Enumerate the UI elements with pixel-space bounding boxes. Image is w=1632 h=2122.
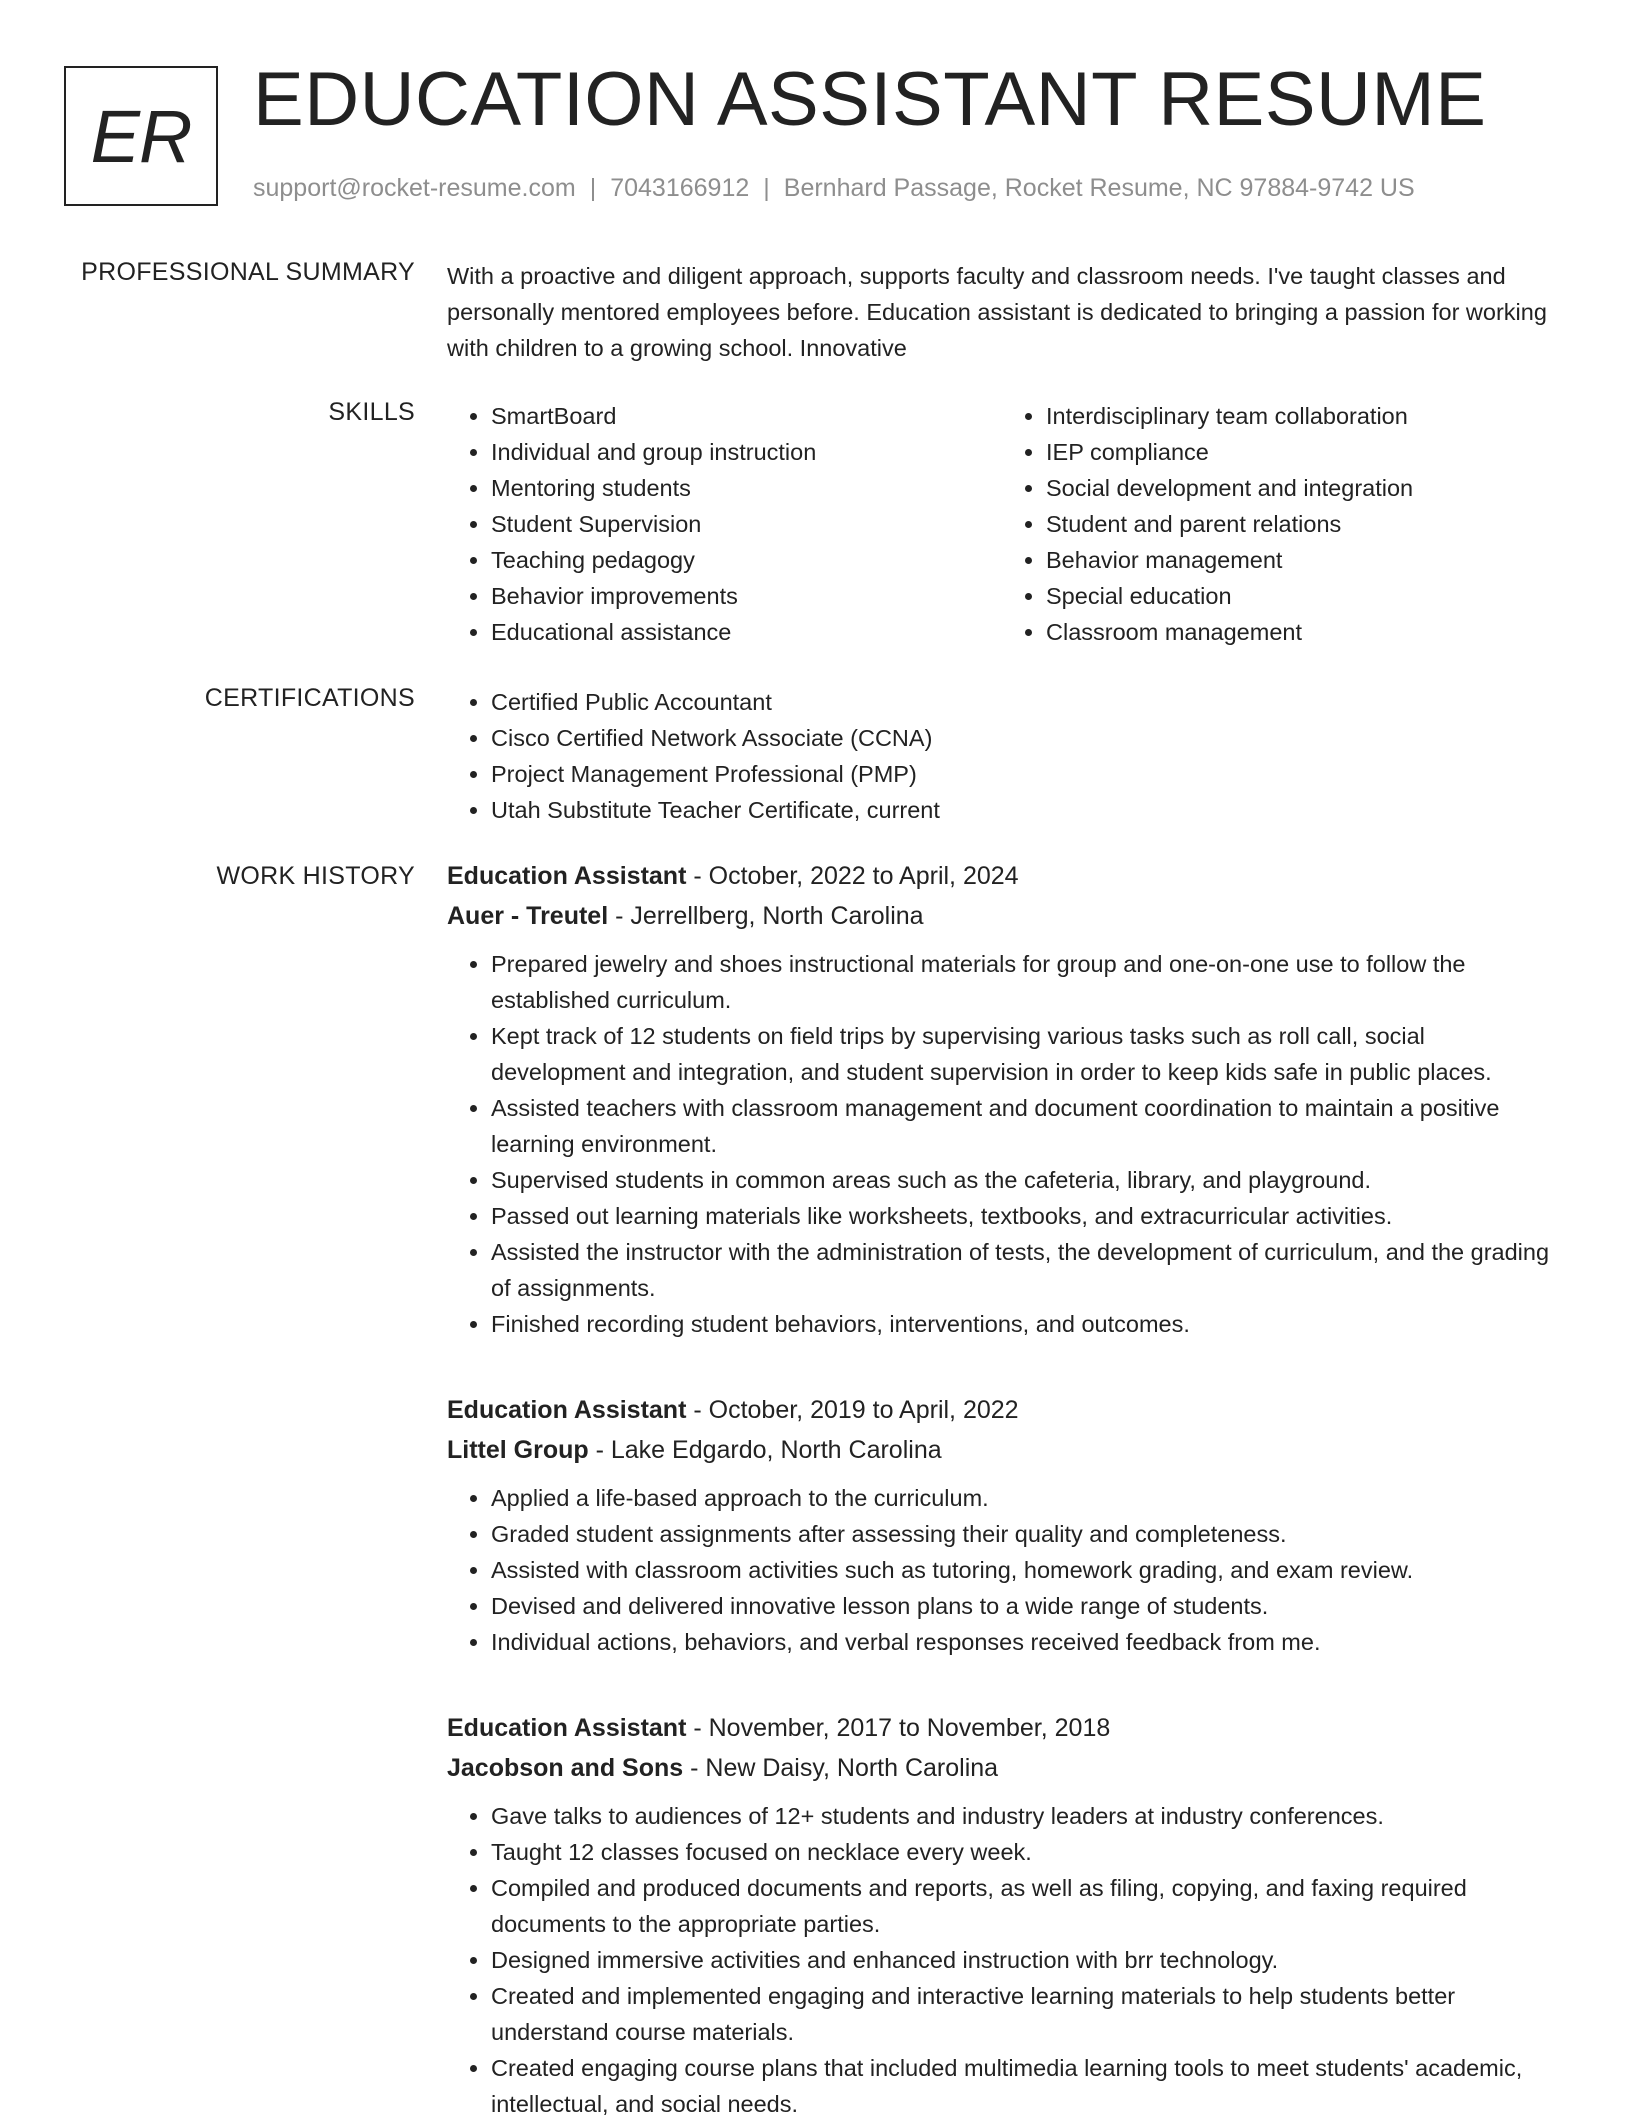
contact-line bbox=[253, 174, 1415, 203]
list-item: • Kept track of 12 students on field trips by supervising various tasks such as roll call, social development and integration, and student supervision in order to keep kids safe in public places. bbox=[491, 1018, 1557, 1090]
job-dates: - October, 2022 to April, 2024 bbox=[686, 862, 1019, 890]
list-item: • Student and parent relations bbox=[1046, 506, 1557, 542]
job-entry bbox=[447, 856, 1557, 1342]
job-entry bbox=[447, 1390, 1557, 1660]
work-history-body bbox=[447, 856, 1557, 2122]
list-item: • SmartBoard bbox=[491, 398, 1002, 434]
summary-text: With a proactive and diligent approach, supports faculty and classroom needs. I've taught classes and personally mentored employees before. Education assistant is dedicated to bringing a passion for working with children to a growing school. Innovative bbox=[447, 263, 1547, 361]
list-item: • Individual and group instruction bbox=[491, 434, 1002, 470]
list-item: • Compiled and produced documents and reports, as well as filing, copying, and faxing required documents to the appropriate parties. bbox=[491, 1870, 1557, 1942]
resume-title: EDUCATION ASSISTANT RESUME bbox=[253, 57, 1487, 142]
list-item: • Graded student assignments after assessing their quality and completeness. bbox=[491, 1516, 1557, 1552]
list-item: • Created and implemented engaging and interactive learning materials to help students better understand course materials. bbox=[491, 1978, 1557, 2050]
list-item: • Devised and delivered innovative lesson plans to a wide range of students. bbox=[491, 1588, 1557, 1624]
job-title-line bbox=[447, 1708, 1557, 1748]
list-item: • Social development and integration bbox=[1046, 470, 1557, 506]
job-company: Auer - Treutel bbox=[447, 902, 609, 930]
list-item: • Certified Public Accountant bbox=[491, 684, 1557, 720]
job-company-line bbox=[447, 1430, 1557, 1470]
job-company-line bbox=[447, 1748, 1557, 1788]
contact-separator: | bbox=[763, 174, 770, 202]
job-location: - Jerrellberg, North Carolina bbox=[608, 902, 924, 930]
list-item: • Mentoring students bbox=[491, 470, 1002, 506]
list-item: • IEP compliance bbox=[1046, 434, 1557, 470]
list-item: • Special education bbox=[1046, 578, 1557, 614]
contact-separator: | bbox=[589, 174, 597, 202]
job-entry bbox=[447, 1708, 1557, 2122]
job-bullets bbox=[447, 1798, 1557, 2122]
contact-email[interactable]: support@rocket-resume.com bbox=[253, 174, 576, 202]
job-company: Littel Group bbox=[447, 1436, 589, 1464]
list-item: • Gave talks to audiences of 12+ students and industry leaders at industry conferences. bbox=[491, 1798, 1557, 1834]
list-item: • Finished recording student behaviors, interventions, and outcomes. bbox=[491, 1306, 1557, 1342]
job-bullets bbox=[447, 1480, 1557, 1660]
list-item: • Assisted teachers with classroom management and document coordination to maintain a positive learning environment. bbox=[491, 1090, 1557, 1162]
certifications-body bbox=[447, 684, 1557, 828]
list-item: • Utah Substitute Teacher Certificate, current bbox=[491, 792, 1557, 828]
job-title: Education Assistant bbox=[447, 862, 687, 890]
skills-list-right bbox=[1002, 398, 1557, 650]
list-item: • Project Management Professional (PMP) bbox=[491, 756, 1557, 792]
list-item: • Taught 12 classes focused on necklace every week. bbox=[491, 1834, 1557, 1870]
list-item: • Applied a life-based approach to the curriculum. bbox=[491, 1480, 1557, 1516]
list-item: • Teaching pedagogy bbox=[491, 542, 1002, 578]
contact-phone: 7043166912 bbox=[610, 174, 750, 202]
list-item: • Passed out learning materials like worksheets, textbooks, and extracurricular activities. bbox=[491, 1198, 1557, 1234]
list-item: • Supervised students in common areas such as the cafeteria, library, and playground. bbox=[491, 1162, 1557, 1198]
list-item: • Prepared jewelry and shoes instructional materials for group and one-on-one use to follow the established curriculum. bbox=[491, 946, 1557, 1018]
list-item: • Behavior improvements bbox=[491, 578, 1002, 614]
job-location: - New Daisy, North Carolina bbox=[683, 1754, 999, 1782]
skills-list-left bbox=[447, 398, 1002, 650]
skills-columns bbox=[447, 398, 1557, 650]
list-item: • Created engaging course plans that included multimedia learning tools to meet students' academic, intellectual, and social needs. bbox=[491, 2050, 1557, 2122]
list-item: • Classroom management bbox=[1046, 614, 1557, 650]
list-item: • Individual actions, behaviors, and verbal responses received feedback from me. bbox=[491, 1624, 1557, 1660]
certifications-list bbox=[447, 684, 1557, 828]
job-dates: - November, 2017 to November, 2018 bbox=[686, 1714, 1111, 1742]
job-company-line bbox=[447, 896, 1557, 936]
job-title-line bbox=[447, 856, 1557, 896]
list-item: • Student Supervision bbox=[491, 506, 1002, 542]
job-dates: - October, 2019 to April, 2022 bbox=[686, 1396, 1019, 1424]
list-item: • Behavior management bbox=[1046, 542, 1557, 578]
list-item: • Assisted with classroom activities such as tutoring, homework grading, and exam review. bbox=[491, 1552, 1557, 1588]
list-item: • Designed immersive activities and enhanced instruction with brr technology. bbox=[491, 1942, 1557, 1978]
list-item: • Assisted the instructor with the administration of tests, the development of curriculum, and the grading of assignments. bbox=[491, 1234, 1557, 1306]
job-title: Education Assistant bbox=[447, 1396, 687, 1424]
job-bullets bbox=[447, 946, 1557, 1342]
skills-heading: SKILLS bbox=[328, 398, 415, 426]
job-location: - Lake Edgardo, North Carolina bbox=[588, 1436, 942, 1464]
contact-address: Bernhard Passage, Rocket Resume, NC 97884-9742 US bbox=[783, 174, 1415, 202]
list-item: • Interdisciplinary team collaboration bbox=[1046, 398, 1557, 434]
monogram: ER bbox=[64, 66, 218, 206]
summary-heading: PROFESSIONAL SUMMARY bbox=[81, 258, 415, 286]
job-title: Education Assistant bbox=[447, 1714, 687, 1742]
job-title-line bbox=[447, 1390, 1557, 1430]
work-history-heading: WORK HISTORY bbox=[216, 862, 415, 890]
list-item: • Educational assistance bbox=[491, 614, 1002, 650]
certifications-heading: CERTIFICATIONS bbox=[204, 684, 415, 712]
list-item: • Cisco Certified Network Associate (CCNA) bbox=[491, 720, 1557, 756]
job-company: Jacobson and Sons bbox=[447, 1754, 684, 1782]
